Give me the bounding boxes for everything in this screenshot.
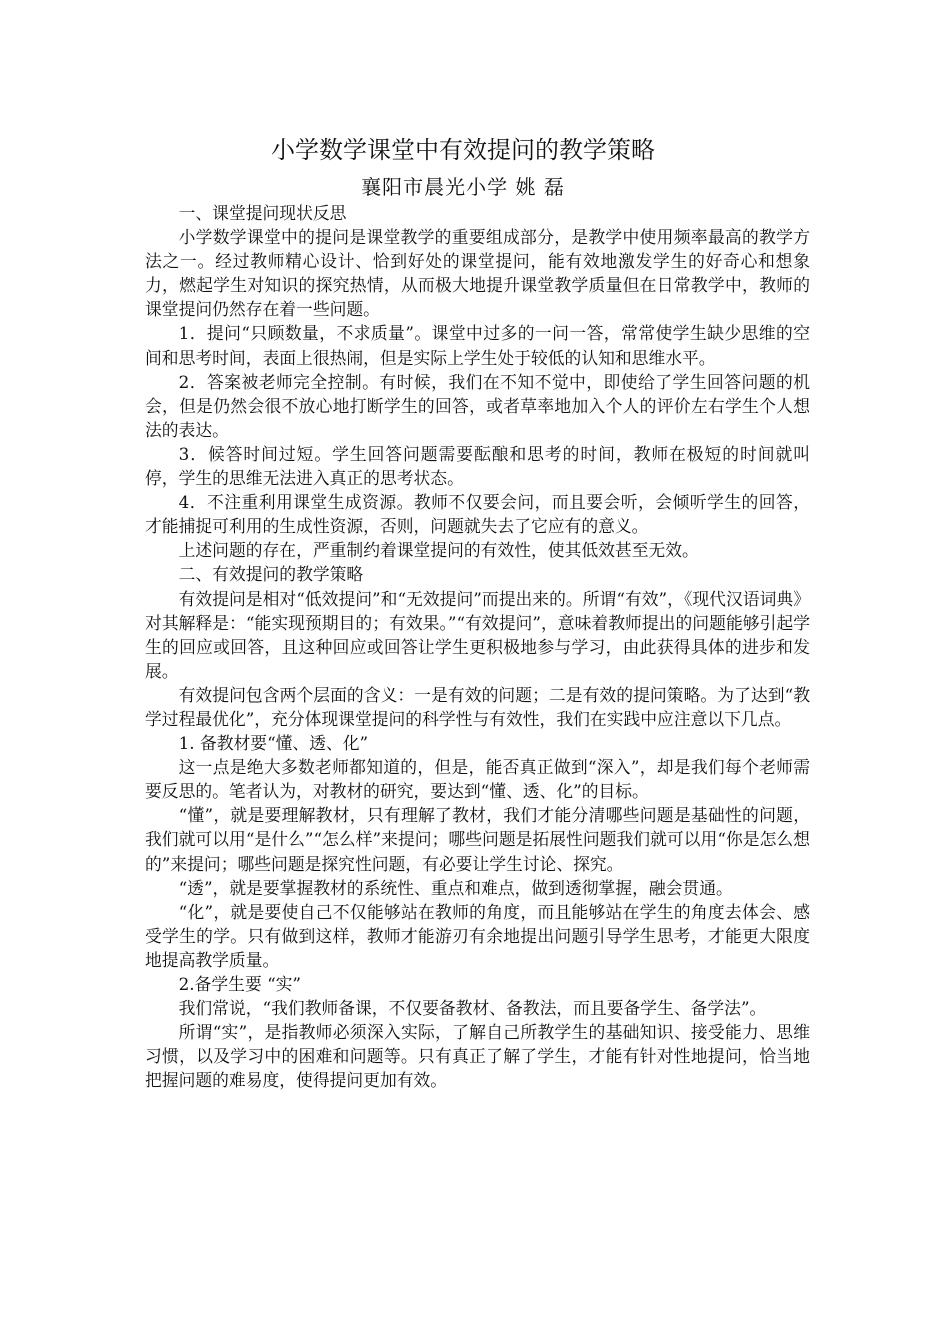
paragraph: 1．提问“只顾数量，不求质量”。课堂中过多的一问一答，常常使学生缺少思维的空间和思考时间，表面上很热闹，但是实际上学生处于较低的认知和思维水平。: [145, 323, 810, 368]
paragraph: 我们常说，“我们教师备课，不仅要备教材、备教法，而且要备学生、备学法”。: [178, 998, 767, 1019]
paragraph: “化”，就是要使自己不仅能够站在教师的角度，而且能够站在学生的角度去体会、感受学生的学。只有做到这样，教师才能游刃有余地提出问题引导学生思考，才能更大限度地提高教学质量。: [145, 901, 810, 970]
paragraph: 有效提问是相对“低效提问”和“无效提问”而提出来的。所谓“有效”，《现代汉语词典》对其解释是：“能实现预期目的；有效果。”“有效提问”，意味着教师提出的问题能够引起学生的回应或回答，且这种回应或回答让学生更积极地参与学习，由此获得具体的进步和发展。: [145, 588, 810, 681]
paragraph: 小学数学课堂中的提问是课堂教学的重要组成部分，是教学中使用频率最高的教学方法之一。经过教师精心设计、恰到好处的课堂提问，能有效地激发学生的好奇心和想象力，燃起学生对知识的探究热情，从而极大地提升课堂教学质量但在日常教学中，教师的课堂提问仍然存在着一些问题。: [145, 227, 810, 320]
subsection-heading: 2.备学生要 “实”: [178, 974, 302, 994]
section-heading: 一、课堂提问现状反思: [178, 203, 347, 223]
paragraph: 上述问题的存在，严重制约着课堂提问的有效性，使其低效甚至无效。: [178, 540, 699, 561]
author-line: 襄阳市晨光小学 姚 磊: [361, 175, 565, 199]
paragraph: “懂”，就是要理解教材，只有理解了教材，我们才能分清哪些问题是基础性的问题，我们就可以用“是什么”“怎么样”来提问；哪些问题是拓展性问题我们就可以用“你是怎么想的”来提问；哪些问题是探究性问题，有必要让学生讨论、探究。: [145, 805, 810, 874]
paragraph: 所谓“实”，是指教师必须深入实际，了解自己所教学生的基础知识、接受能力、思维习惯，以及学习中的困难和问题等。只有真正了解了学生，才能有针对性地提问，恰当地把握问题的难易度，使得提问更加有效。: [145, 1022, 810, 1091]
paragraph: “透”，就是要掌握教材的系统性、重点和难点，做到透彻掌握，融会贯通。: [178, 877, 733, 898]
document-body: [145, 201, 810, 1092]
subsection-heading: 1. 备教材要“懂、透、化”: [178, 733, 369, 754]
document-title: 小学数学课堂中有效提问的教学策略: [271, 136, 655, 164]
paragraph: 4．不注重利用课堂生成资源。教师不仅要会问，而且要会听，会倾听学生的回答，才能捕捉可利用的生成性资源，否则，问题就失去了它应有的意义。: [145, 492, 810, 537]
paragraph: 有效提问包含两个层面的含义：一是有效的问题；二是有效的提问策略。为了达到“教学过程最优化”，充分体现课堂提问的科学性与有效性，我们在实践中应注意以下几点。: [145, 684, 810, 729]
paragraph: 3．候答时间过短。学生回答问题需要酝酿和思考的时间，教师在极短的时间就叫停，学生的思维无法进入真正的思考状态。: [145, 443, 810, 489]
paragraph: 这一点是绝大多数老师都知道的，但是，能否真正做到“深入”，却是我们每个老师需要反思的。笔者认为，对教材的研究，要达到“懂、透、化”的目标。: [145, 757, 810, 802]
paragraph: 2．答案被老师完全控制。有时候，我们在不知不觉中，即使给了学生回答问题的机会，但是仍然会很不放心地打断学生的回答，或者草率地加入个人的评价左右学生个人想法的表达。: [145, 371, 810, 440]
section-heading: 二、有效提问的教学策略: [178, 564, 364, 585]
